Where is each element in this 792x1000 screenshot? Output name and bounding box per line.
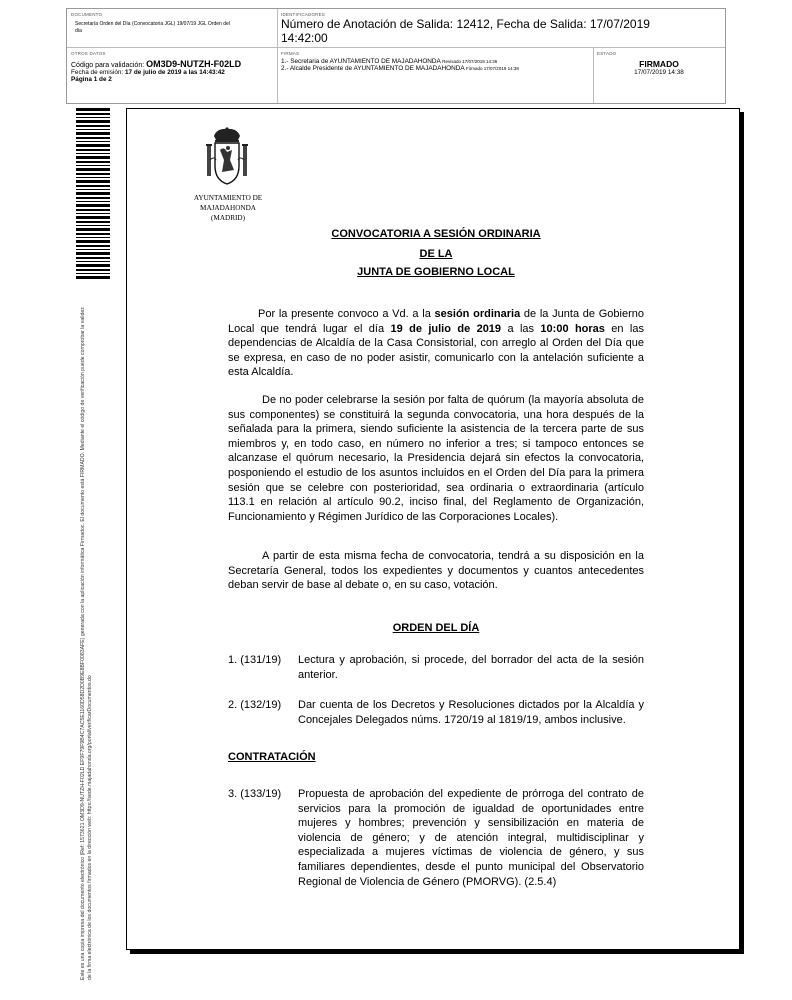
coat-of-arms-icon — [202, 126, 252, 190]
codigo-value: OM3D9-NUTZH-F02LD — [146, 59, 242, 69]
item-1-number: 1. (131/19) — [228, 654, 282, 666]
document-header — [66, 8, 726, 104]
firma-1: 1.- Secretaria de AYUNTAMIENTO DE MAJADAHONDA Revisado 17/07/2019 14:36 — [281, 58, 498, 65]
paragraph-documentacion: A partir de esta misma fecha de convocatoria, tendrá a su disposición en la Secretaría General, todos los expedientes y documentos y cuantos antecedentes deban servir de base al debate o, en su caso, votación. — [228, 550, 644, 592]
documento-cell — [71, 12, 271, 46]
estado-label: ESTADO — [597, 51, 617, 56]
firma-2: 2.- Alcalde Presidente de AYUNTAMIENTO DE MAJADAHONDA Firmado 17/07/2019 14:38 — [281, 65, 519, 72]
paragraph-quorum: De no poder celebrarse la sesión por falta de quórum (la mayoría absoluta de sus componentes) se constituirá la segunda convocatoria, una hora después de la señalada para la primera, siendo suficiente la asistencia de la tercera parte de sus miembros y, en todo caso, en número no inferior a tres; si tampoco entonces se alcanzase el quórum necesario, la Presidencia dejará sin efectos la convocatoria, posponiendo el estudio de los asuntos incluidos en el Orden del Día para la primera sesión que se celebre con posterioridad, sea ordinaria o extraordinaria (artículo 113.1 en relación al artículo 90.2, inciso final, del Reglamento de Organización, Funcionamiento y Régimen Jurídico de las Corporaciones Locales). — [228, 394, 644, 523]
divider — [67, 47, 725, 48]
identificadores-cell — [281, 12, 721, 46]
firmas-label: FIRMAS — [281, 51, 300, 56]
estado-cell — [597, 51, 721, 101]
title-line-1: CONVOCATORIA A SESIÓN ORDINARIA — [331, 228, 541, 240]
letterhead-line-1: AYUNTAMIENTO DE — [193, 194, 263, 202]
letterhead — [182, 193, 274, 223]
paragraph-convocatoria: Por la presente convoco a Vd. a la sesión ordinaria de la Junta de Gobierno Local que tendrá lugar el día 19 de julio de 2019 a las 10:00 horas en las dependencias de Alcaldía de la Casa Consistorial, con arreglo al Orden del Día que se expresa, en caso de no poder asistir, comunicarlo con la antelación suficiente a esta Alcaldía. — [228, 308, 644, 379]
item-3-number: 3. (133/19) — [228, 788, 282, 800]
documento-label: DOCUMENTO — [71, 12, 103, 17]
item-2-number: 2. (132/19) — [228, 699, 282, 711]
divider — [593, 48, 594, 103]
letterhead-line-2: MAJADAHONDA — [200, 204, 256, 212]
otros-datos-cell — [71, 51, 275, 101]
title-line-3: JUNTA DE GOBIERNO LOCAL — [357, 266, 515, 278]
orden-del-dia-heading: ORDEN DEL DÍA — [392, 622, 480, 634]
item-2-text: Dar cuenta de los Decretos y Resoluciones dictados por la Alcaldía y Concejales Delegados núms. 1720/19 al 1819/19, ambos inclusive. — [298, 699, 644, 726]
letterhead-line-3: (MADRID) — [211, 214, 245, 222]
firmas-cell — [281, 51, 591, 101]
section-contratacion: CONTRATACIÓN — [228, 751, 316, 763]
barcode — [76, 108, 110, 280]
fecha-emision: Fecha de emisión: 17 de julio de 2019 a las 14:43:42 — [71, 69, 225, 76]
otros-datos-label: OTROS DATOS — [71, 51, 106, 56]
divider — [277, 9, 278, 103]
verification-side-text: Este es una copia impresa del documento electrónico (Ref: 1573621 OM3D9-NUTZH-F02LD EF9F79F9B4C7AC5E1160D58D2D0B9E8BF0083AFE) generada con la aplicación informática Firmadoc. El documento está FIRMADO. Mediante el código de verificación puede comprobar la validez de la firma electrónica de los documentos firmados en la dirección web: https://sede.majadahonda.org/portal/verificarDocumentos.do — [80, 307, 93, 980]
identificadores-value: Número de Anotación de Salida: 12412, Fecha de Salida: 17/07/2019 14:42:00 — [281, 17, 650, 45]
estado-date: 17/07/2019 14:38 — [634, 69, 684, 76]
title-line-2: DE LA — [419, 248, 453, 260]
codigo-validacion: Código para validación: OM3D9-NUTZH-F02LD — [71, 59, 242, 69]
documento-value: Secretaría Orden del Día (Convocatoria JGL) 19/07/19 JGL Orden del día — [75, 21, 230, 34]
item-3-text: Propuesta de aprobación del expediente de prórroga del contrato de servicios para la promoción de igualdad de oportunidades entre mujeres y hombres; prevención y sensibilización en materia de violencia de género; y de atención integral, multidisciplinar y especializada a mujeres víctimas de violencia de género, y sus familiares dependientes, desde el punto municipal del Observatorio Regional de Violencia de Género (PMORVG). (2.5.4) — [298, 788, 644, 888]
identificadores-label: IDENTIFICADORES — [281, 12, 326, 17]
item-1-text: Lectura y aprobación, si procede, del borrador del acta de la sesión anterior. — [298, 654, 644, 681]
page-number: Página 1 de 2 — [71, 76, 112, 83]
estado-value: FIRMADO — [639, 59, 679, 69]
